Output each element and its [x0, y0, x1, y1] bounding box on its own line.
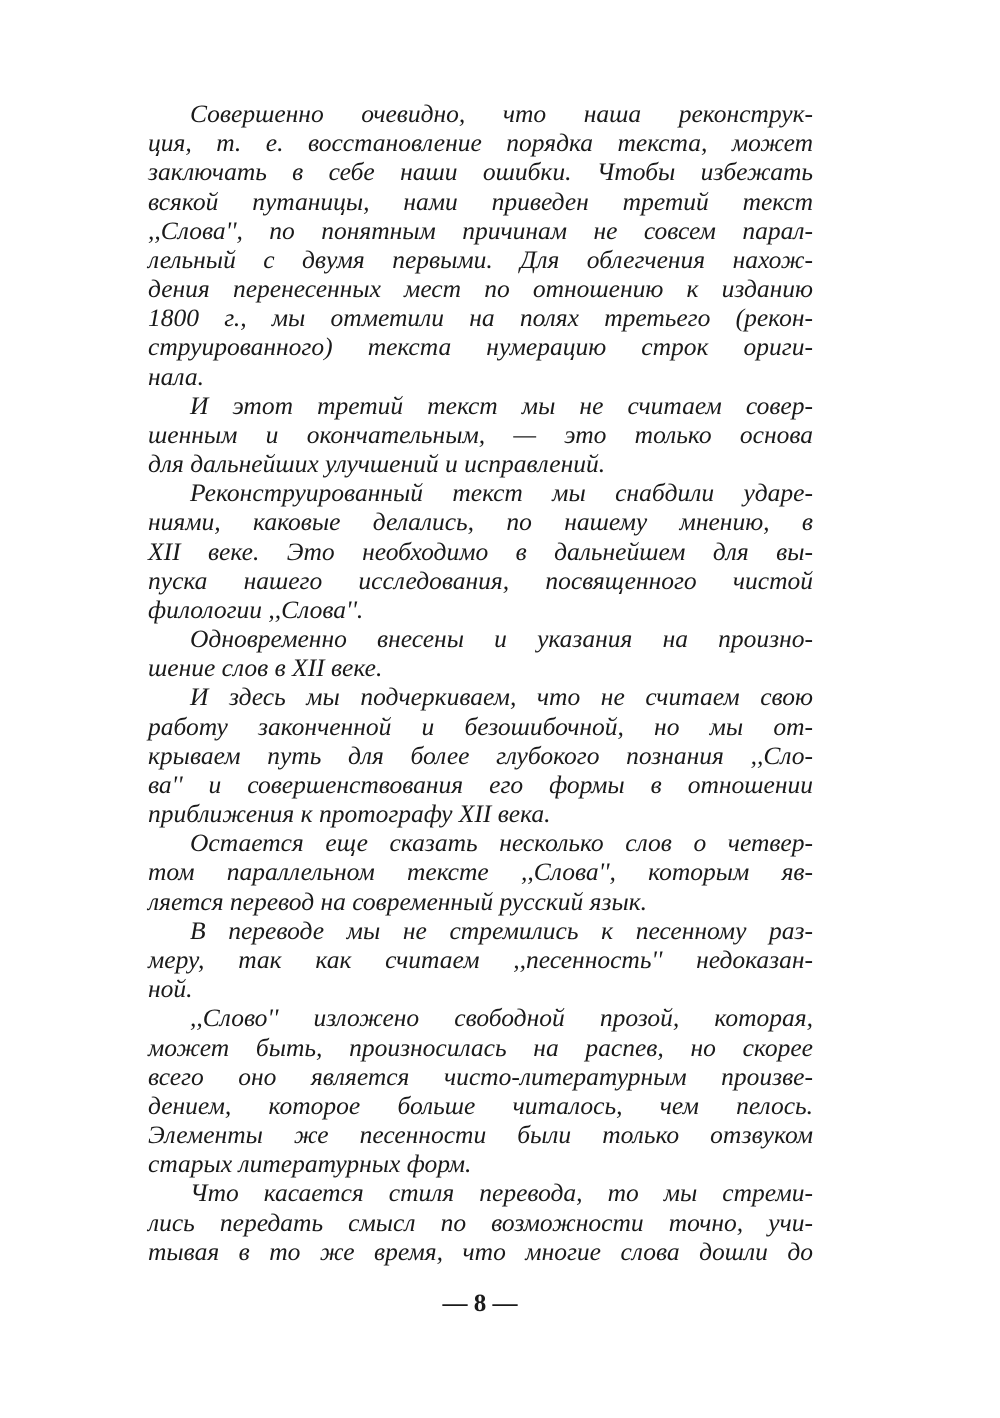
text-line: работу законченной и безошибочной, но мы от-	[148, 711, 813, 741]
text-line: лись передать смысл по возможности точно, учи-	[148, 1207, 813, 1237]
text-line: шение слов в XII веке.	[148, 653, 383, 683]
text-line: меру, так как считаем ,,песенность'' недоказан-	[148, 944, 813, 974]
text-line: всего оно является чисто-литературным произве-	[148, 1061, 813, 1091]
paragraph	[148, 99, 813, 391]
text-line: заключать в себе наши ошибки. Чтобы избежать	[148, 157, 813, 187]
page-body	[148, 99, 813, 1266]
text-line: том параллельном тексте ,,Слова'', которым яв-	[148, 857, 813, 887]
paragraph	[148, 624, 813, 682]
text-line: всякой путаницы, нами приведен третий текст	[148, 186, 813, 216]
text-line: ниями, каковые делались, по нашему мнению, в	[148, 507, 813, 537]
text-line: старых литературных форм.	[148, 1149, 472, 1179]
text-line: ция, т. е. восстановление порядка текста, может	[148, 128, 813, 158]
text-line: И здесь мы подчеркиваем, что не считаем свою	[190, 682, 813, 712]
text-line: крываем путь для более глубокого познания ,,Сло-	[148, 740, 813, 770]
text-line: XII веке. Это необходимо в дальнейшем для вы-	[148, 536, 813, 566]
text-line: дения перенесенных мест по отношению к изданию	[148, 274, 813, 304]
text-line: струированного) текста нумерацию строк ориги-	[148, 332, 813, 362]
text-line: 1800 г., мы отметили на полях третьего (рекон-	[148, 303, 813, 333]
text-line: может быть, произносилась на распев, но скорее	[148, 1032, 813, 1062]
text-line: ляется перевод на современный русский язык.	[148, 886, 648, 916]
text-line: Совершенно очевидно, что наша реконструк-	[190, 99, 813, 128]
paragraph	[148, 1178, 813, 1266]
paragraph	[148, 682, 813, 828]
text-line: Остается еще сказать несколько слов о четвер-	[190, 828, 813, 858]
text-line: пуска нашего исследования, посвященного чистой	[148, 565, 813, 595]
paragraph	[148, 828, 813, 916]
paragraph	[148, 478, 813, 624]
text-line: приближения к протографу XII века.	[148, 799, 551, 829]
paragraph	[148, 391, 813, 479]
paragraph	[148, 1003, 813, 1178]
text-line: Что касается стиля перевода, то мы стреми-	[190, 1178, 813, 1208]
text-line: ной.	[148, 974, 193, 1004]
text-line: нала.	[148, 361, 204, 391]
text-line: тывая в то же время, что многие слова дошли до	[148, 1236, 813, 1266]
text-line: В переводе мы не стремились к песенному раз-	[190, 915, 813, 945]
text-line: дением, которое больше читалось, чем пелось.	[148, 1090, 813, 1120]
text-line: ,,Слово'' изложено свободной прозой, которая,	[190, 1003, 813, 1033]
text-line: ,,Слова'', по понятным причинам не совсем парал-	[148, 215, 813, 245]
page-number: — 8 —	[442, 1290, 518, 1317]
text-line: Одновременно внесены и указания на произно-	[190, 624, 813, 654]
paragraph	[148, 916, 813, 1004]
text-line: ва'' и совершенствования его формы в отношении	[148, 769, 813, 799]
text-line: шенным и окончательным, — это только основа	[148, 419, 813, 449]
text-line: филологии ,,Слова''.	[148, 594, 364, 624]
text-line: лельный с двумя первыми. Для облегчения нахож-	[148, 244, 813, 274]
text-line: И этот третий текст мы не считаем совер-	[190, 390, 813, 420]
text-line: Реконструированный текст мы снабдили ударе-	[190, 478, 813, 508]
text-line: для дальнейших улучшений и исправлений.	[148, 449, 606, 479]
text-line: Элементы же песенности были только отзвуком	[148, 1120, 813, 1150]
